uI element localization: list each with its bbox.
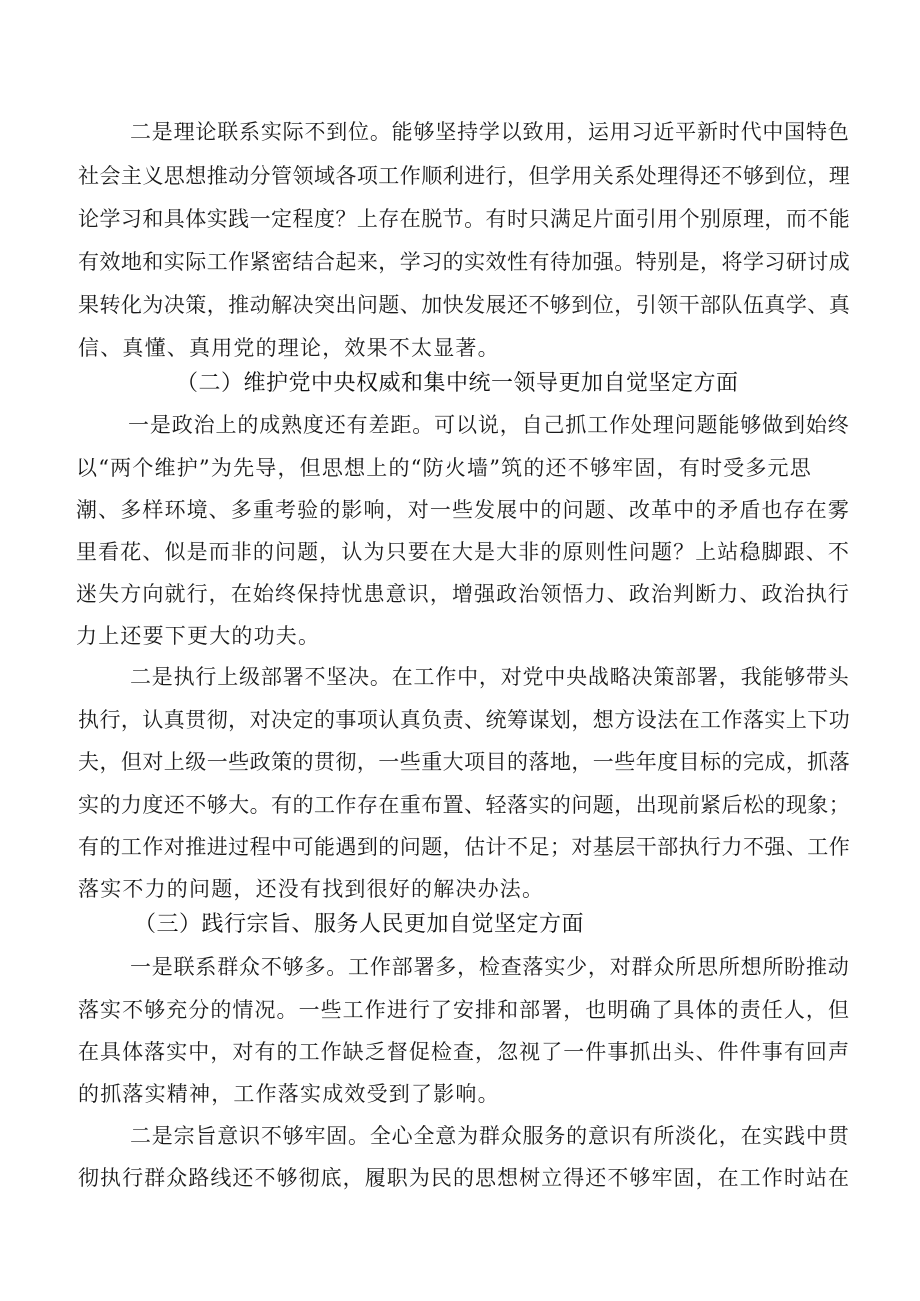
- text-line: 以“两个维护”为先导，但思想上的“防火墙”筑的还不够牢固，有时受多元思: [76, 456, 812, 480]
- text-line: 果转化为决策，推动解决突出问题、加快发展还不够到位，引领干部队伍真学、真: [78, 293, 851, 317]
- text-line: 迷失方向就行，在始终保持忧患意识，增强政治领悟力、政治判断力、政治执行: [76, 582, 850, 606]
- text-line: 论学习和具体实践一定程度？上存在脱节。有时只满足片面引用个别原理，而不能: [78, 207, 851, 231]
- text-line: 信、真懂、真用党的理论，效果不太显著。: [78, 336, 500, 360]
- text-line: 里看花、似是而非的问题，认为只要在大是大非的原则性问题？上站稳脚跟、不: [76, 540, 850, 564]
- text-line: 执行，认真贯彻，对决定的事项认真负责、统筹谋划，想方设法在工作落实上下功: [78, 708, 851, 732]
- text-line: 彻执行群众路线还不够彻底，履职为民的思想树立得还不够牢固，在工作时站在: [78, 1166, 850, 1190]
- text-line: 的抓落实精神，工作落实成效受到了影响。: [78, 1082, 500, 1106]
- text-line: 二是宗旨意识不够牢固。全心全意为群众服务的意识有所淡化，在实践中贯: [130, 1124, 850, 1148]
- text-line: 二是理论联系实际不到位。能够坚持学以致用，运用习近平新时代中国特色: [130, 120, 850, 144]
- text-line: 二是执行上级部署不坚决。在工作中，对党中央战略决策部署，我能够带头: [130, 665, 850, 689]
- section-heading-3: （三）践行宗旨、服务人民更加自觉坚定方面: [134, 912, 585, 937]
- section-heading-2: （二）维护党中央权威和集中统一领导更加自觉坚定方面: [176, 371, 739, 396]
- text-line: 力上还要下更大的功夫。: [76, 624, 321, 648]
- text-line: 一是联系群众不够多。工作部署多，检查落实少，对群众所思所想所盼推动: [130, 955, 850, 979]
- text-line: 有效地和实际工作紧密结合起来，学习的实效性有待加强。特别是，将学习研讨成: [78, 250, 851, 274]
- text-line: 在具体落实中，对有的工作缺乏督促检查，忽视了一件事抓出头、件件事有回声: [78, 1040, 850, 1064]
- text-line: 有的工作对推进过程中可能遇到的问题，估计不足；对基层干部执行力不强、工作: [78, 835, 851, 859]
- text-line: 一是政治上的成熟度还有差距。可以说，自己抓工作处理问题能够做到始终: [128, 413, 850, 437]
- text-line: 夫，但对上级一些政策的贯彻，一些重大项目的落地，一些年度目标的完成，抓落: [78, 750, 851, 774]
- text-line: 潮、多样环境、多重考验的影响，对一些发展中的问题、改革中的矛盾也存在雾: [76, 498, 850, 522]
- text-line: 落实不力的问题，还没有找到很好的解决办法。: [78, 877, 545, 901]
- text-line: 社会主义思想推动分管领域各项工作顺利进行，但学用关系处理得还不够到位，理: [78, 164, 851, 188]
- text-line: 实的力度还不够大。有的工作存在重布置、轻落实的问题，出现前紧后松的现象；: [78, 793, 851, 817]
- text-line: 落实不够充分的情况。一些工作进行了安排和部署，也明确了具体的责任人，但: [78, 998, 850, 1022]
